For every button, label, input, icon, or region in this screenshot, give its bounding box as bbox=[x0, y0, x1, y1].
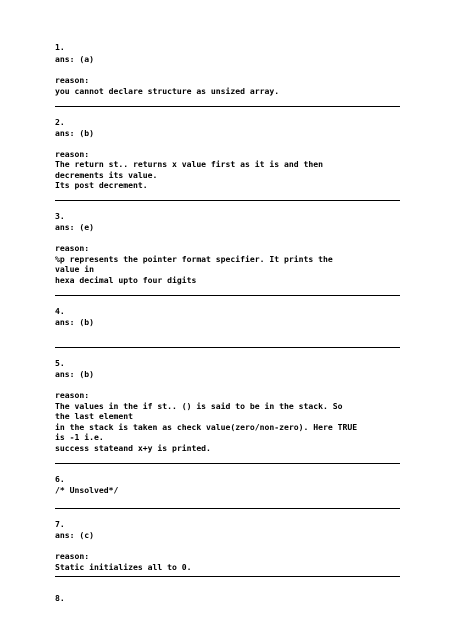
entry-2-reason-line: decrements its value. bbox=[55, 170, 158, 180]
entry-7-reason-line: Static initializes all to 0. bbox=[55, 562, 192, 572]
entry-3-answer: ans: (e) bbox=[55, 222, 94, 232]
entry-4-answer: ans: (b) bbox=[55, 317, 94, 327]
entry-7-reason-label: reason: bbox=[55, 551, 90, 561]
entry-5-reason-line: success stateand x+y is printed. bbox=[55, 443, 211, 453]
entry-3-reason-label: reason: bbox=[55, 243, 90, 253]
entry-7-number: 7. bbox=[55, 519, 65, 529]
separator bbox=[55, 347, 400, 348]
separator bbox=[55, 295, 400, 296]
entry-5-reason-line: The values in the if st.. () is said to be in the stack. So bbox=[55, 401, 343, 411]
entry-3-reason-line: %p represents the pointer format specifier. It prints the bbox=[55, 254, 333, 264]
entry-5-reason-label: reason: bbox=[55, 390, 90, 400]
entry-6-answer: /* Unsolved*/ bbox=[55, 485, 119, 495]
entry-1-reason-line: you cannot declare structure as unsized array. bbox=[55, 86, 280, 96]
entry-1-answer: ans: (a) bbox=[55, 54, 94, 64]
entry-7-answer: ans: (c) bbox=[55, 530, 94, 540]
entry-5-number: 5. bbox=[55, 358, 65, 368]
entry-6-number: 6. bbox=[55, 474, 65, 484]
entry-1-reason-label: reason: bbox=[55, 75, 90, 85]
separator bbox=[55, 200, 400, 201]
entry-3-reason-line: value in bbox=[55, 264, 94, 274]
entry-3-reason-line: hexa decimal upto four digits bbox=[55, 275, 197, 285]
entry-2-reason-line: Its post decrement. bbox=[55, 180, 148, 190]
separator bbox=[55, 508, 400, 509]
entry-5-reason-line: in the stack is taken as check value(zero/non-zero). Here TRUE bbox=[55, 422, 358, 432]
entry-3-number: 3. bbox=[55, 211, 65, 221]
entry-2-reason-line: The return st.. returns x value first as it is and then bbox=[55, 159, 324, 169]
entry-2-answer: ans: (b) bbox=[55, 128, 94, 138]
entry-5-reason-line: the last element bbox=[55, 411, 133, 421]
entry-5-reason-line: is -1 i.e. bbox=[55, 432, 104, 442]
entry-8-number: 8. bbox=[55, 593, 65, 603]
entry-2-reason-label: reason: bbox=[55, 149, 90, 159]
entry-1-number: 1. bbox=[55, 42, 65, 52]
separator bbox=[55, 106, 400, 107]
entry-2-number: 2. bbox=[55, 117, 65, 127]
separator bbox=[55, 463, 400, 464]
separator bbox=[55, 576, 400, 577]
entry-5-answer: ans: (b) bbox=[55, 369, 94, 379]
entry-4-number: 4. bbox=[55, 306, 65, 316]
